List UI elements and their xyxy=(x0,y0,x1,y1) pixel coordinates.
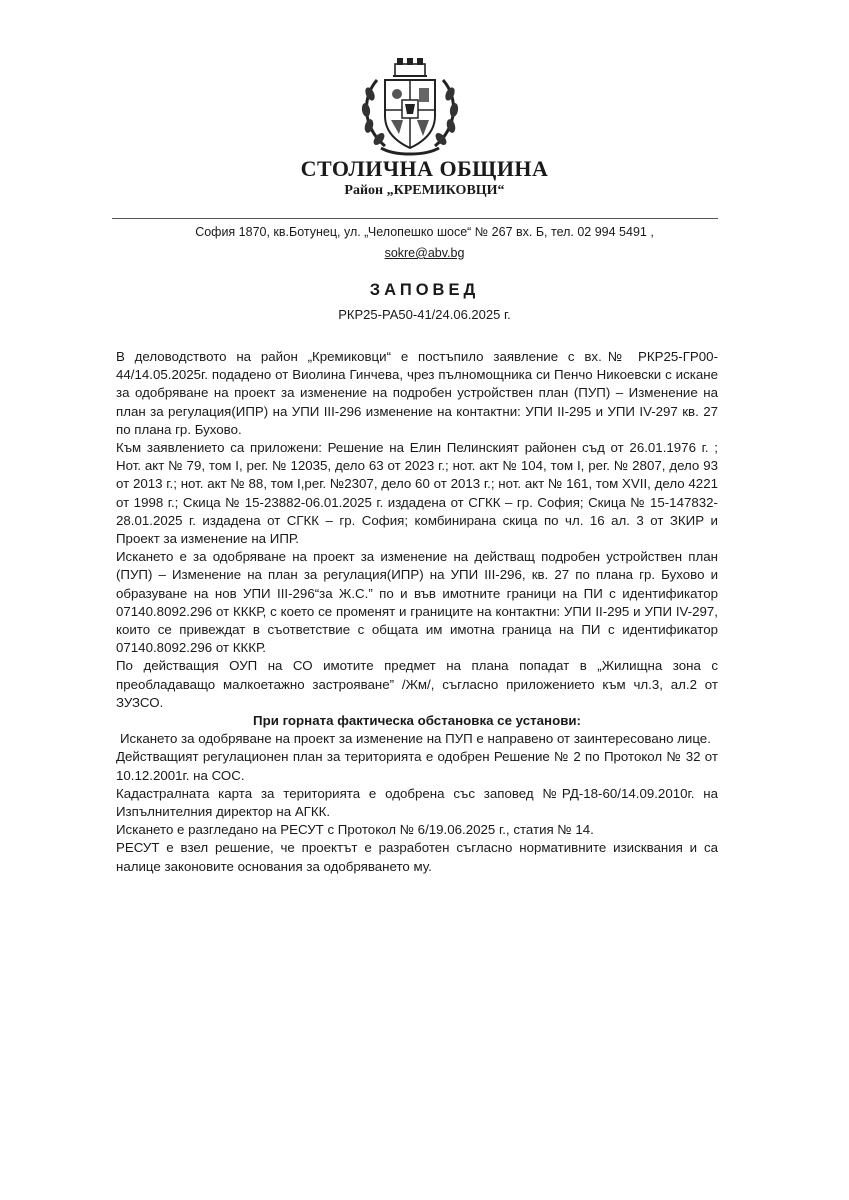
document-number: РКР25-РА50-41/24.06.2025 г. xyxy=(338,307,511,322)
finding-item: РЕСУТ е взел решение, че проектът е разработен съгласно нормативните изисквания и са налице законовите основания за одобряването му. xyxy=(116,840,718,874)
paragraph-attachments: Към заявлението са приложени: Решение на Елин Пелинският районен съд от 26.01.1976 г. ; Нот. акт № 79, том I, рег. № 12035, дело 63 от 2023 г.; нот. акт № 104, том I, рег. № 2807, дело 93 от 2013 г.; нот. акт № 88, том I,рег. №2307, дело 60 от 2013 г.; нот. акт № 161, том XVII, дело 4221 от 1998 г.; Скица № 15-23882-06.01.2025 г. издадена от СГКК – гр. София; Скица № 15-147832-28.01.2025 г. издадена от СГКК – гр. София; комбинирана скица по чл. 16 ал. 3 от ЗКИР и Проект за изменение на ИПР. xyxy=(116,440,718,547)
finding-item: Искането е разгледано на РЕСУТ с Протокол № 6/19.06.2025 г., статия № 14. xyxy=(116,822,594,838)
finding-item: Действащият регулационен план за територията е одобрен Решение № 2 по Протокол № 32 от 10.12.2001г. на СОС. xyxy=(116,749,718,783)
finding-item: Кадастралната карта за територията е одобрена със заповед №РД-18-60/14.09.2010г. на Изпълнителния директор на АГКК. xyxy=(116,785,718,820)
paragraph-zoning: По действащия ОУП на СО имотите предмет на плана попадат в „Жилищна зона с преобладаващо малкоетажно застрояване” /Жм/, съгласно приложението към чл.3, ал.2 от ЗУЗСО. xyxy=(116,658,718,710)
organization-name: СТОЛИЧНА ОБЩИНА xyxy=(300,156,549,181)
paragraph-application: В деловодството на район „Кремиковци“ е постъпило заявление с вх.№ РКР25-ГР00-44/14.05.2025г. подадено от Виолина Гинчева, чрез пълномощника си Пенчо Никоевски с искане за одобряване на проект за изменение на подробен устройствен план (ПУП) – Изменение на план за регулация(ИПР) на УПИ III-296 изменение на контактни: УПИ II-295 и УПИ IV-297 кв. 27 по плана гр. Бухово. xyxy=(116,349,718,437)
district-name: Район „КРЕМИКОВЦИ“ xyxy=(344,183,505,198)
sofia-coat-of-arms-emblem xyxy=(355,58,465,158)
header-divider xyxy=(112,218,718,219)
paragraph-request: Искането е за одобряване на проект за изменение на действащ подробен устройствен план (ПУП) – Изменение на план за регулация(ИПР) на УПИ III-296, кв. 27 по плана гр. Бухово и образуване на нов УПИ III-296“за Ж.С.” по и във имотните граници на ПИ с идентификатор 07140.8092.296 от КККР, с което се променят и границите на контактни: УПИ II-295 и УПИ IV-297, които се привеждат в съответствие с общата им имотна граница на ПИ с идентификатор 07140.8092.296 от КККР. xyxy=(116,549,718,656)
contact-address: София 1870, кв.Ботунец, ул. „Челопешко шосе“ № 267 вх. Б, тел. 02 994 5491 , xyxy=(195,225,654,239)
findings-heading: При горната фактическа обстановка се установи: xyxy=(253,713,581,729)
document-body xyxy=(116,348,718,876)
document-title: ЗАПОВЕД xyxy=(369,281,480,299)
contact-email-link[interactable]: sokre@abv.bg xyxy=(384,246,465,260)
finding-item: Искането за одобряване на проект за изменение на ПУП е направено от заинтересовано лице. xyxy=(120,731,711,747)
